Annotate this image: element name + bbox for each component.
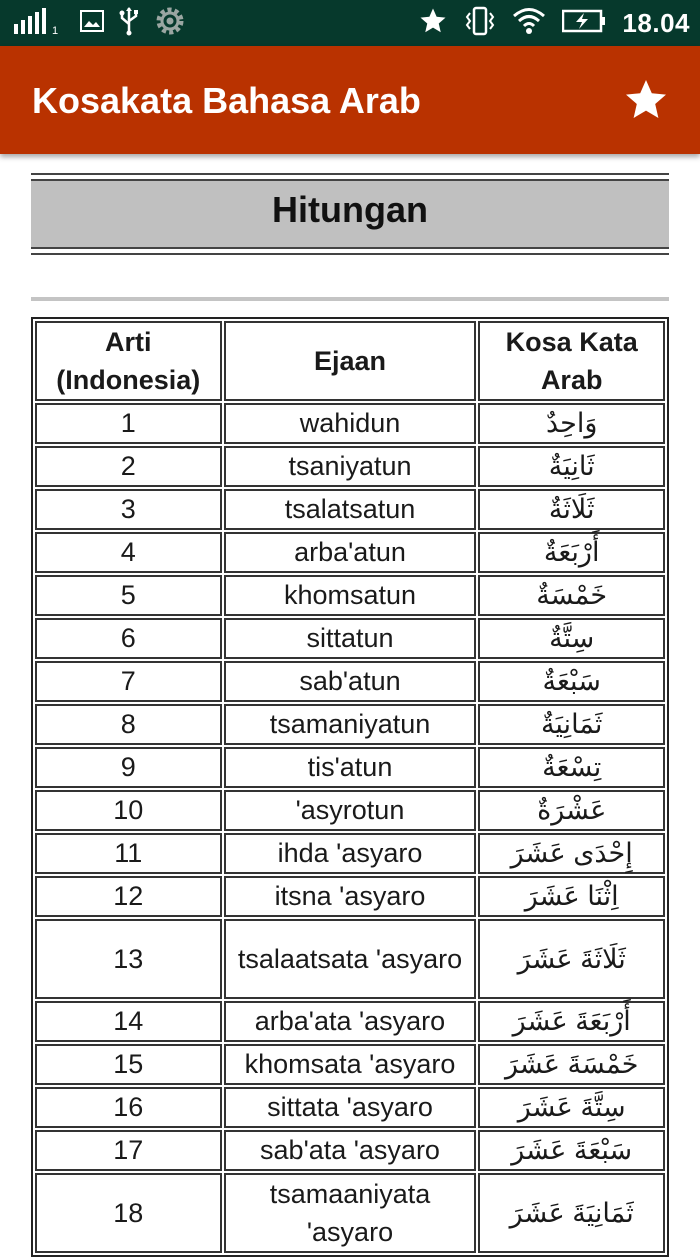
cell-ejaan: sittatun: [224, 618, 477, 659]
table-row: [35, 532, 665, 573]
wifi-icon: [512, 7, 546, 39]
header-arab: Kosa Kata Arab: [478, 321, 665, 401]
cell-arab: عَشْرَةٌ: [478, 790, 665, 831]
table-row: [35, 747, 665, 788]
table-row: [35, 1130, 665, 1171]
cell-arab: ثَمَانِيَةٌ: [478, 704, 665, 745]
usb-icon: [118, 6, 140, 40]
battery-charging-icon: [562, 9, 606, 37]
status-bar: [0, 0, 700, 46]
star-icon: [622, 109, 670, 128]
app-title: Kosakata Bahasa Arab: [32, 80, 421, 121]
signal-icon: [14, 8, 48, 38]
table-row: [35, 403, 665, 444]
cell-arti: 3: [35, 489, 222, 530]
cell-ejaan: 'asyrotun: [224, 790, 477, 831]
cell-arab: سِتَّةَ عَشَرَ: [478, 1087, 665, 1128]
table-row: [35, 704, 665, 745]
cell-ejaan: sab'atun: [224, 661, 477, 702]
status-left-icons: [14, 8, 186, 38]
section-header: [31, 173, 669, 256]
table-row: [35, 575, 665, 616]
cell-arab: سِتَّةٌ: [478, 618, 665, 659]
cell-ejaan: khomsata 'asyaro: [224, 1044, 477, 1085]
cell-arab: اِثْنَا عَشَرَ: [478, 876, 665, 917]
cell-arti: 8: [35, 704, 222, 745]
table-row: [35, 1044, 665, 1085]
cell-arti: 4: [35, 532, 222, 573]
cell-ejaan: itsna 'asyaro: [224, 876, 477, 917]
cell-arti: 2: [35, 446, 222, 487]
table-header-row: [35, 321, 665, 401]
vocabulary-table: [31, 317, 669, 1257]
star-icon: [418, 6, 448, 40]
cell-arab: تِسْعَةٌ: [478, 747, 665, 788]
cell-arti: 15: [35, 1044, 222, 1085]
cell-arti: 16: [35, 1087, 222, 1128]
table-row: [35, 1001, 665, 1042]
header-ejaan: Ejaan: [224, 321, 477, 401]
cell-ejaan: ihda 'asyaro: [224, 833, 477, 874]
favorite-button[interactable]: [622, 76, 670, 124]
image-icon: [80, 9, 104, 37]
table-row: [35, 1173, 665, 1253]
cell-arab: خَمْسَةٌ: [478, 575, 665, 616]
table-row: [35, 1087, 665, 1128]
status-right-icons: [418, 6, 690, 40]
table-row: [35, 833, 665, 874]
cell-arab: أَرْبَعَةَ عَشَرَ: [478, 1001, 665, 1042]
settings-gear-icon: [154, 5, 186, 41]
cell-arab: سَبْعَةٌ: [478, 661, 665, 702]
cell-ejaan: sittata 'asyaro: [224, 1087, 477, 1128]
cell-arti: 11: [35, 833, 222, 874]
cell-arti: 1: [35, 403, 222, 444]
cell-ejaan: tsalaatsata 'asyaro: [224, 919, 477, 999]
cell-ejaan: sab'ata 'asyaro: [224, 1130, 477, 1171]
cell-ejaan: tsaniyatun: [224, 446, 477, 487]
section-title: Hitungan: [272, 189, 428, 230]
cell-ejaan: tsalatsatun: [224, 489, 477, 530]
table-row: [35, 618, 665, 659]
cell-arab: سَبْعَةَ عَشَرَ: [478, 1130, 665, 1171]
header-double-line-bottom: [31, 247, 669, 255]
cell-arti: 18: [35, 1173, 222, 1253]
cell-arab: إِحْدَى عَشَرَ: [478, 833, 665, 874]
table-row: [35, 919, 665, 999]
header-arti: Arti (Indonesia): [35, 321, 222, 401]
app-bar: [0, 46, 700, 154]
table-row: [35, 446, 665, 487]
cell-arab: ثَانِيَةٌ: [478, 446, 665, 487]
status-time: 18.04: [622, 7, 690, 38]
cell-arti: 13: [35, 919, 222, 999]
cell-ejaan: khomsatun: [224, 575, 477, 616]
signal-sim-label: 1: [52, 25, 59, 37]
cell-arti: 10: [35, 790, 222, 831]
cell-arab: خَمْسَةَ عَشَرَ: [478, 1044, 665, 1085]
vibrate-icon: [464, 6, 496, 40]
cell-arti: 6: [35, 618, 222, 659]
cell-ejaan: tsamaaniyata 'asyaro: [224, 1173, 477, 1253]
cell-arti: 12: [35, 876, 222, 917]
cell-arti: 9: [35, 747, 222, 788]
table-row: [35, 489, 665, 530]
cell-arab: وَاحِدٌ: [478, 403, 665, 444]
divider: [31, 297, 669, 301]
cell-arab: ثَلَاثَةَ عَشَرَ: [478, 919, 665, 999]
cell-ejaan: tis'atun: [224, 747, 477, 788]
cell-arti: 17: [35, 1130, 222, 1171]
cell-arab: أَرْبَعَةٌ: [478, 532, 665, 573]
cell-arab: ثَمَانِيَةَ عَشَرَ: [478, 1173, 665, 1253]
cell-ejaan: arba'atun: [224, 532, 477, 573]
cell-arti: 14: [35, 1001, 222, 1042]
vocabulary-table-container[interactable]: [31, 317, 669, 1257]
header-double-line-top: [31, 173, 669, 181]
table-row: [35, 661, 665, 702]
cell-ejaan: tsamaniyatun: [224, 704, 477, 745]
cell-arti: 5: [35, 575, 222, 616]
cell-ejaan: arba'ata 'asyaro: [224, 1001, 477, 1042]
table-row: [35, 876, 665, 917]
table-row: [35, 790, 665, 831]
cell-arab: ثَلَاثَةٌ: [478, 489, 665, 530]
cell-ejaan: wahidun: [224, 403, 477, 444]
cell-arti: 7: [35, 661, 222, 702]
